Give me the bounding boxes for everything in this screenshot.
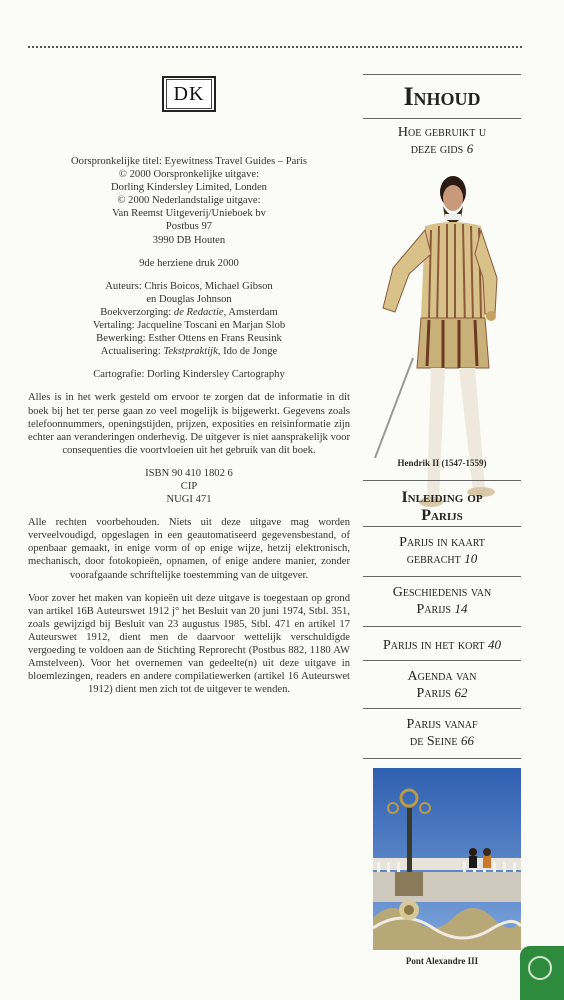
- toc-item-in-het-kort[interactable]: Parijs in het kort 40: [363, 626, 521, 667]
- rights-notice: Alle rechten voorbehouden. Niets uit deze uitgave mag worden verveelvoudigd, opgeslagen in een geautomatiseerd gegevensbestand, of openbaar gemaakt, in enige vorm of op enige wijze, hetzij elektronisch, mechanisch, door fotokopieën, opnamen, of enige andere manier, zonder voorafgaande schriftelijke toestemming van de uitgever.: [28, 517, 350, 581]
- toc-column: [363, 74, 521, 974]
- isbn: ISBN 90 410 1802 6: [145, 467, 233, 479]
- actualisering: Actualisering: Tekstpraktijk, Ido de Jonge: [100, 346, 278, 358]
- portrait-henri-ii: [373, 168, 513, 528]
- credit-line: © 2000 Nederlandstalige uitgave:: [117, 195, 261, 207]
- credit-line: Oorspronkelijke titel: Eyewitness Travel Guides – Paris: [71, 156, 307, 167]
- photo-pont-alexandre-iii: [373, 768, 521, 950]
- cartografie: Cartografie: Dorling Kindersley Cartography: [93, 369, 285, 381]
- badge-icon: [528, 956, 552, 980]
- toc-item-hoe-gebruikt[interactable]: Hoe gebruikt u deze gids 6: [363, 118, 521, 158]
- top-dotted-rule: [28, 46, 522, 48]
- toc-item-agenda[interactable]: Agenda van Parijs 62: [363, 660, 521, 702]
- copying-notice: Voor zover het maken van kopieën uit deze uitgave is toegestaan op grond van artikel 16B Auteurswet 1912 j° het Besluit van 20 juni 1974, Stbl. 351, zoals gewijzigd bij Besluit van 23 augustus 1985, Stbl. 471 en artikel 17 Auteurswet 1912, dient men de daarvoor wettelijk verschuldigde vergoeding te voldoen aan de Stichting Reprorecht (Postbus 882, 1180 AW Amstelveen). Voor het overnemen van gedeelte(n) uit deze uitgave in bloemlezingen, readers en andere compilatiewerken (artikel 16 Auteurswet 1912) dient men zich tot de uitgever te wenden.: [28, 592, 350, 696]
- bewerking: Bewerking: Esther Ottens en Frans Reusink: [96, 333, 282, 345]
- credit-line: Dorling Kindersley Limited, Londen: [111, 182, 267, 194]
- toc-divider: [363, 758, 521, 759]
- cip: CIP: [180, 480, 198, 492]
- dk-logo: DK: [162, 76, 216, 112]
- toc-item-vanaf-de-seine[interactable]: Parijs vanaf de Seine 66: [363, 708, 521, 750]
- credit-line: 3990 DB Houten: [152, 234, 226, 246]
- toc-title: Inhoud: [363, 74, 521, 119]
- photo-caption: Pont Alexandre III: [405, 956, 479, 966]
- toc-item-inleiding[interactable]: Inleiding op Parijs: [363, 480, 521, 525]
- authors: en Douglas Johnson: [146, 293, 232, 305]
- vertaling: Vertaling: Jacqueline Toscani en Marjan Slob: [92, 320, 286, 332]
- credit-line: Van Reemst Uitgeverij/Unieboek bv: [112, 208, 266, 220]
- credits-column: [28, 155, 350, 696]
- portrait-caption: Hendrik II (1547-1559): [397, 458, 487, 468]
- toc-item-parijs-in-kaart[interactable]: Parijs in kaart gebracht 10: [363, 526, 521, 568]
- edition: 9de herziene druk 2000: [139, 257, 239, 269]
- nugi: NUGI 471: [166, 494, 212, 506]
- credit-line: Postbus 97: [165, 221, 213, 233]
- corner-badge: [520, 946, 564, 1000]
- credit-line: © 2000 Oorspronkelijke uitgave:: [118, 169, 260, 181]
- disclaimer: Alles is in het werk gesteld om ervoor te zorgen dat de informatie in dit boek bij het ter perse gaan zo veel mogelijk is bijgewerkt. Gegevens zoals telefoonnummers, openingstijden, prijzen, exposities en reisinformatie zijn echter aan veranderingen onderhevig. De uitgever is niet aansprakelijk voor consequenties die voortvloeien uit het gebruik van dit boek.: [28, 392, 350, 456]
- toc-item-geschiedenis[interactable]: Geschiedenis van Parijs 14: [363, 576, 521, 618]
- authors: Auteurs: Chris Boicos, Michael Gibson: [105, 280, 273, 292]
- boekverzorging: Boekverzorging: de Redactie, Amsterdam: [100, 306, 278, 318]
